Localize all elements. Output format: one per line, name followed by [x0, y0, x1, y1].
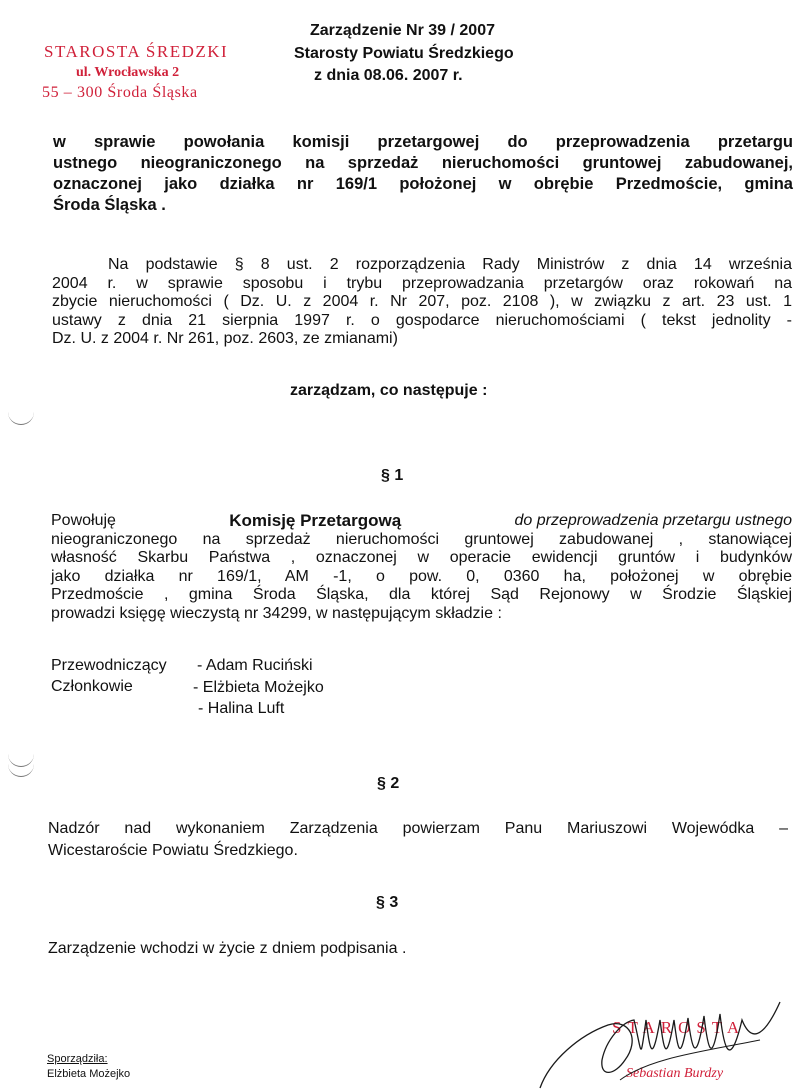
decree-statement: zarządzam, co następuje : [290, 382, 488, 399]
section-1-line: własność Skarbu Państwa , oznaczonej w operacie ewidencji gruntów i budynków [51, 549, 792, 566]
section-1-line: prowadzi księgę wieczystą nr 34299, w następującym składzie : [51, 604, 502, 622]
stamp-address: ul. Wrocławska 2 [76, 65, 180, 80]
subject-line: Środa Śląska . [53, 196, 166, 214]
punch-hole-mark [8, 410, 34, 425]
legal-basis [52, 256, 792, 349]
prepared-by-name: Elżbieta Możejko [47, 1068, 131, 1080]
section-1-body [51, 512, 792, 623]
subject-line: w sprawie powołania komisji przetargowej do przeprowadzenia przetargu [53, 133, 793, 151]
section-2-line: Nadzór nad wykonaniem Zarządzenia powierzam Panu Mariuszowi Wojewódka – [48, 820, 788, 837]
subject-line: oznaczonej jako działka nr 169/1 położonej w obrębie Przedmoście, gmina [53, 175, 793, 193]
subject-block [53, 132, 793, 216]
section-2-line: Wicestaroście Powiatu Średzkiego. [48, 841, 298, 859]
member-role: Członkowie [51, 678, 133, 695]
commission-name: Komisję Przetargową [229, 511, 402, 530]
member-name: - Elżbieta Możejko [193, 679, 324, 696]
subject-line: ustnego nieograniczonego na sprzedaż nieruchomości gruntowej zabudowanej, [53, 154, 793, 172]
member-role: Przewodniczący [51, 657, 167, 674]
document-date: z dnia 08.06. 2007 r. [314, 67, 463, 84]
official-stamp [42, 40, 257, 110]
legal-basis-line: 2004 r. w sprawie sposobu i trybu przeprowadzania przetargów oraz rokowań na [52, 274, 792, 292]
document-title: Zarządzenie Nr 39 / 2007 [310, 22, 495, 39]
legal-basis-line: ustawy z dnia 21 sierpnia 1997 r. o gospodarce nieruchomościami ( tekst jednolity - [52, 311, 792, 329]
section-3-text: Zarządzenie wchodzi w życie z dniem podpisania . [48, 940, 407, 957]
section-1-first-line [51, 512, 792, 531]
prepared-by-label: Sporządziła: [47, 1053, 108, 1065]
section-3-heading: § 3 [376, 894, 399, 911]
section-1-heading: § 1 [381, 467, 404, 484]
signature-stamp-title: STAROSTA [612, 1018, 746, 1037]
section-1-line: nieograniczonego na sprzedaż nieruchomości gruntowej zabudowanej , stanowiącej [51, 530, 792, 548]
handwritten-signature [530, 980, 800, 1092]
stamp-city: 55 – 300 Środa Śląska [42, 84, 198, 101]
legal-basis-line: Na podstawie § 8 ust. 2 rozporządzenia Rady Ministrów z dnia 14 września [108, 256, 792, 273]
punch-hole-mark [8, 762, 34, 777]
signature-stamp-name: Sebastian Burdzy [626, 1066, 724, 1081]
legal-basis-line: Dz. U. z 2004 r. Nr 261, poz. 2603, ze zmianami) [52, 330, 398, 347]
member-name: - Halina Luft [198, 700, 285, 717]
section-2-heading: § 2 [377, 775, 400, 792]
member-name: - Adam Ruciński [197, 657, 313, 674]
section-1-line: jako działka nr 169/1, AM -1, o pow. 0, 0360 ha, położonej w obrębie [51, 567, 792, 585]
document-issuer: Starosty Powiatu Średzkiego [294, 45, 514, 62]
section-1-lead: Powołuję [51, 512, 116, 529]
legal-basis-line: zbycie nieruchomości ( Dz. U. z 2004 r. Nr 207, poz. 2108 ), w związku z art. 23 ust. 1 [52, 293, 792, 310]
section-2-body [48, 820, 788, 860]
stamp-title: STAROSTA ŚREDZKI [44, 42, 229, 61]
section-1-lead-rest: do przeprowadzenia przetargu ustnego [514, 512, 792, 529]
section-1-line: Przedmoście , gmina Środa Śląska, dla której Sąd Rejonowy w Środzie Śląskiej [51, 586, 792, 603]
